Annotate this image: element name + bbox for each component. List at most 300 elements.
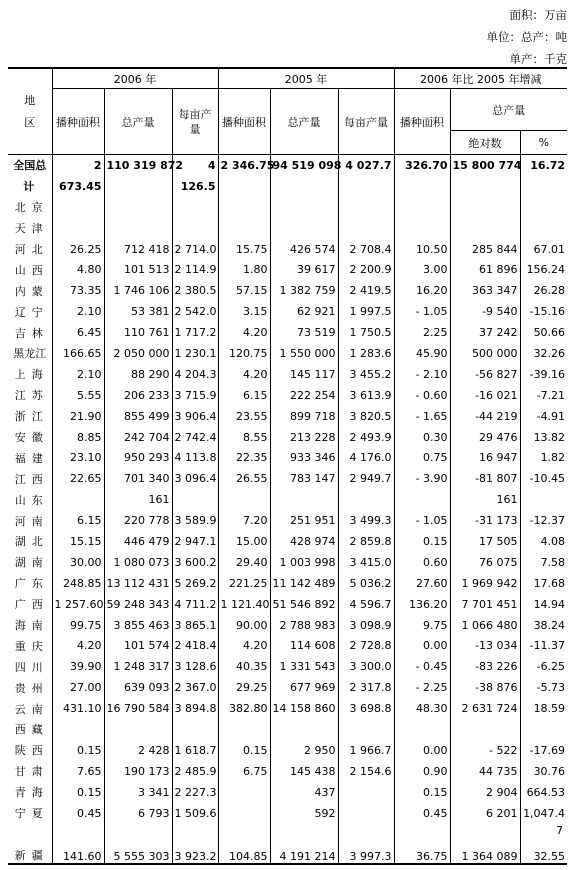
cell-area-2005: 26.55 (218, 468, 270, 489)
cell-pct-change: -11.37 (529, 639, 566, 653)
cell-area-change: - 2.25 (394, 677, 450, 698)
cell-area-2005: 4.20 (218, 322, 270, 343)
cell-area-2006: 23.10 (52, 447, 104, 468)
cell-output-2005: 94 519 098 (270, 155, 338, 176)
table-row (8, 698, 567, 719)
cell-yield-2006: 2 947.1 (172, 531, 218, 552)
cell-area-change: 0.75 (394, 447, 450, 468)
cell-yield-2006: 2 714.0 (172, 239, 218, 260)
cell-output-2005: 933 346 (270, 447, 338, 468)
row-name: 河北 (8, 239, 52, 260)
cell-abs-change (450, 218, 520, 239)
cell-area-2005: 1 121.40 (218, 594, 270, 615)
table-row (8, 468, 567, 489)
cell-output-2006: 242 704 (104, 427, 172, 448)
cell-pct-change (520, 218, 567, 239)
cell-area-2005: 29.25 (218, 677, 270, 698)
cell-area-2006: 21.90 (52, 406, 104, 427)
total-output-2005-header: 总产量 (270, 89, 338, 155)
cell-output-2005: 899 718 (270, 406, 338, 427)
cell-output-2006: 1 746 106 (104, 280, 172, 301)
cell-yield-2006 (172, 197, 218, 218)
yield-2006-header: 每亩产 量 (172, 89, 218, 155)
sown-area-2006-header: 播种面积 (52, 89, 104, 155)
cell-abs-change: -81 807 (450, 468, 520, 489)
cell-area-change: 0.45 (394, 803, 450, 824)
row-name: 湖北 (8, 531, 52, 552)
cell-yield-2006: 2 114.9 (172, 259, 218, 280)
cell-output-2005: 213 228 (270, 427, 338, 448)
cell-yield-2005: 3 698.8 (338, 698, 394, 719)
cell-area-2006: 39.90 (52, 656, 104, 677)
cell-yield-2005: 2 728.8 (338, 635, 394, 656)
cell-output-2006 (104, 719, 172, 740)
table-row (8, 656, 567, 677)
cell-output-2006: 88 290 (104, 364, 172, 385)
cell-area-change: 2.25 (394, 322, 450, 343)
cell-yield-2006: 3 096.4 (172, 468, 218, 489)
cell-yield-2005: 3 499.3 (338, 510, 394, 531)
cell-abs-change: 16 947 (450, 447, 520, 468)
row-name: 新疆 (8, 824, 52, 864)
cell-area-2006: 166.65 (52, 343, 104, 364)
cell-pct-change: 16.72 (530, 158, 566, 172)
cell-output-2006: 3 855 463 (104, 615, 172, 636)
cell-abs-change: 37 242 (450, 322, 520, 343)
cell-yield-2006: 4 113.8 (172, 447, 218, 468)
cell-area-change: 9.75 (394, 615, 450, 636)
cell-pct-change: 38.24 (533, 618, 566, 632)
cell-yield-2005 (338, 803, 394, 824)
cell-output-2005: 437 (270, 782, 338, 803)
cell-abs-change: 285 844 (450, 239, 520, 260)
cell-yield-2005: 2 200.9 (338, 259, 394, 280)
cell-yield-2005: 3 613.9 (338, 385, 394, 406)
cell-area-2006: 99.75 (52, 615, 104, 636)
cell-area-2005 (218, 218, 270, 239)
cell-output-2006: 639 093 (104, 677, 172, 698)
cell-area-change (394, 197, 450, 218)
cell-pct-change: 50.66 (533, 326, 566, 340)
cell-area-2006: 0.15 (52, 740, 104, 761)
cell-yield-2006: 3 865.1 (172, 615, 218, 636)
total-row (8, 155, 567, 176)
cell-yield-2006 (172, 218, 218, 239)
cell-area-2005: 0.15 (218, 740, 270, 761)
cell-output-2006: 101 574 (104, 635, 172, 656)
cell-pct-change: -39.16 (529, 367, 566, 381)
row-name: 黑龙江 (8, 343, 52, 364)
cell-area-2006: 2.10 (52, 364, 104, 385)
cell-output-2005: 677 969 (270, 677, 338, 698)
cell-area-2006: 27.00 (52, 677, 104, 698)
row-name: 广东 (8, 573, 52, 594)
cell-output-2005: 1 382 759 (270, 280, 338, 301)
region-header: 地 区 (8, 68, 52, 155)
table-row (8, 239, 567, 260)
cell-output-2006: 13 112 431 (104, 573, 172, 594)
cell-pct-change: 156.24 (526, 263, 566, 277)
table-row (8, 719, 567, 740)
cell-yield-2005 (338, 218, 394, 239)
cell-area-change: 48.30 (394, 698, 450, 719)
cell-area-change: - 0.45 (394, 656, 450, 677)
cell-pct-change: -6.25 (536, 660, 566, 674)
cell-area-2005: 7.20 (218, 510, 270, 531)
row-name: 重庆 (8, 635, 52, 656)
cell-yield-2006: 2 227.3 (172, 782, 218, 803)
cell-yield-2006: 3 906.4 (172, 406, 218, 427)
cell-yield-2005: 1 283.6 (338, 343, 394, 364)
cell-abs-change (450, 197, 520, 218)
table-row (8, 259, 567, 280)
cell-pct-change: 4.08 (540, 534, 566, 548)
cell-abs-change: - 522 (450, 740, 520, 761)
cell-pct-change (520, 719, 567, 740)
cell-pct-change: -15.16 (529, 305, 566, 319)
cell-yield-2006: 4 (172, 155, 218, 176)
cell-output-2006: 701 340 (104, 468, 172, 489)
row-name: 海南 (8, 615, 52, 636)
cell-pct-change (520, 197, 567, 218)
cell-yield-2005: 3 820.5 (338, 406, 394, 427)
cell-area-change: 10.50 (394, 239, 450, 260)
cell-pct-change: -5.73 (536, 681, 566, 695)
row-name: 上海 (8, 364, 52, 385)
yield-2005-header: 每亩产量 (338, 89, 394, 155)
cell-yield-2005 (338, 489, 394, 510)
cell-output-2005: 428 974 (270, 531, 338, 552)
yield-unit-label: 单产：千克 (509, 52, 567, 66)
cell-abs-change: 76 075 (450, 552, 520, 573)
cell-area-2005: 6.15 (218, 385, 270, 406)
cell-area-2005: 29.40 (218, 552, 270, 573)
cell-yield-2005: 1 750.5 (338, 322, 394, 343)
cell-abs-change: 363 347 (450, 280, 520, 301)
table-row (8, 594, 567, 615)
cell-abs-change: -56 827 (450, 364, 520, 385)
cell-pct-change: 7.58 (540, 555, 566, 569)
cell-area-change: 0.60 (394, 552, 450, 573)
cell-yield-2006: 3 128.6 (172, 656, 218, 677)
cell-area-2005 (218, 489, 270, 510)
cell-area-2005: 120.75 (218, 343, 270, 364)
cell-area-change: - 0.60 (394, 385, 450, 406)
table-row (8, 364, 567, 385)
cell-yield-2006: 1 509.6 (172, 803, 218, 824)
cell-output-2005 (270, 719, 338, 740)
cell-abs-change: 6 201 (450, 803, 520, 824)
cell-abs-change: 2 904 (450, 782, 520, 803)
cell-output-2006: 101 513 (104, 259, 172, 280)
cell-output-2006: 1 248 317 (104, 656, 172, 677)
cell-output-2006: 712 418 (104, 239, 172, 260)
row-name: 甘肃 (8, 761, 52, 782)
cell-area-change: 0.15 (394, 531, 450, 552)
cell-abs-change: -9 540 (450, 301, 520, 322)
cell-output-2005: 426 574 (270, 239, 338, 260)
cell-output-2005: 145 117 (270, 364, 338, 385)
cell-area-2005: 4.20 (218, 635, 270, 656)
cell-area-2006: 431.10 (52, 698, 104, 719)
area-unit-label: 面积：万亩 (509, 8, 567, 22)
cell-abs-change: 1 969 942 (450, 573, 520, 594)
cell-yield-2006: 4 204.3 (172, 364, 218, 385)
cell-abs-change: 500 000 (450, 343, 520, 364)
cell-yield-2006: 2 542.0 (172, 301, 218, 322)
cell-area-2006: 248.85 (52, 573, 104, 594)
cell-abs-change: 1 066 480 (450, 615, 520, 636)
cell-area-2006: 8.85 (52, 427, 104, 448)
cell-pct-change: -10.45 (529, 472, 566, 486)
cell-yield-2005: 1 966.7 (338, 740, 394, 761)
cell-abs-change: 2 631 724 (450, 698, 520, 719)
cell-output-2005: 783 147 (270, 468, 338, 489)
cell-output-2005 (270, 197, 338, 218)
table-row (8, 301, 567, 322)
cell-pct-change: 32.55 (520, 824, 567, 864)
table-row (8, 427, 567, 448)
cell-abs-change: -16 021 (450, 385, 520, 406)
cell-output-2005: 592 (270, 803, 338, 824)
pct-value: 1,047.4 (523, 806, 566, 820)
row-name: 浙江 (8, 406, 52, 427)
sown-area-2005-header: 播种面积 (218, 89, 270, 155)
cell-output-2005 (270, 489, 338, 510)
cell-pct-change: -7.21 (536, 388, 566, 402)
table-row (8, 197, 567, 218)
cell-yield-2006: 126.5 (172, 176, 218, 197)
cell-output-2006: 855 499 (104, 406, 172, 427)
cell-area-2006: 0.15 (52, 782, 104, 803)
cell-output-2006: 446 479 (104, 531, 172, 552)
cell-abs-change: -83 226 (450, 656, 520, 677)
cell-yield-2006: 1 618.7 (172, 740, 218, 761)
cell-yield-2005: 3 415.0 (338, 552, 394, 573)
row-name: 山东 (8, 489, 52, 510)
table-row (8, 280, 567, 301)
cell-pct-change: 30.76 (533, 764, 566, 778)
row-name: 广西 (8, 594, 52, 615)
row-name: 北京 (8, 197, 52, 218)
cell-yield-2005 (338, 782, 394, 803)
table-row (8, 218, 567, 239)
cell-yield-2006: 4 711.2 (172, 594, 218, 615)
table-row (8, 573, 567, 594)
row-name: 计 (8, 176, 52, 197)
cell-yield-2005: 4 176.0 (338, 447, 394, 468)
table-row (8, 322, 567, 343)
table-row (8, 406, 567, 427)
cell-output-2005: 51 546 892 (270, 594, 338, 615)
cell-area-2005 (218, 803, 270, 824)
row-name: 云南 (8, 698, 52, 719)
cell-yield-2005: 2 859.8 (338, 531, 394, 552)
cell-area-2006: 141.60 (52, 824, 104, 864)
year-2006-header: 2006 年 (52, 68, 218, 89)
cell-area-2005: 23.55 (218, 406, 270, 427)
cell-area-2005 (218, 197, 270, 218)
cell-area-2005 (218, 782, 270, 803)
cell-output-2005: 11 142 489 (270, 573, 338, 594)
cell-yield-2006: 3 589.9 (172, 510, 218, 531)
row-name: 河南 (8, 510, 52, 531)
cell-output-2006: 2 428 (104, 740, 172, 761)
cell-area-2005: 15.75 (218, 239, 270, 260)
pct-wrapped-digit: 7 (556, 823, 564, 837)
row-name: 西藏 (8, 719, 52, 740)
row-name: 四川 (8, 656, 52, 677)
cell-area-change (394, 719, 450, 740)
cell-area-change: 16.20 (394, 280, 450, 301)
cell-yield-2006: 2 742.4 (172, 427, 218, 448)
cell-output-2006: 2 050 000 (104, 343, 172, 364)
cell-area-2005: 90.00 (218, 615, 270, 636)
row-name: 宁夏 (8, 803, 52, 824)
row-name: 吉林 (8, 322, 52, 343)
cell-area-2006 (52, 489, 104, 510)
row-name: 江西 (8, 468, 52, 489)
cell-area-2006: 4.20 (52, 635, 104, 656)
cell-output-2005: 2 950 (270, 740, 338, 761)
cell-area-change: 0.15 (394, 782, 450, 803)
table-row (8, 447, 567, 468)
cell-pct-change: 32.26 (533, 346, 566, 360)
cell-area-2005: 2 346.75 (218, 155, 270, 176)
cell-pct-change: 1.82 (540, 451, 566, 465)
cell-yield-2006: 2 367.0 (172, 677, 218, 698)
cell-yield-2005: 3 997.3 (338, 824, 394, 864)
cell-area-change (394, 218, 450, 239)
cell-pct-change (520, 803, 567, 837)
cell-abs-change: 1 364 089 (450, 824, 520, 864)
table-row (8, 489, 567, 510)
cell-yield-2006 (172, 719, 218, 740)
cell-output-2006: 220 778 (104, 510, 172, 531)
row-name: 福建 (8, 447, 52, 468)
cell-output-2005: 2 788 983 (270, 615, 338, 636)
cell-pct-change: 14.94 (533, 597, 566, 611)
cell-yield-2005 (338, 719, 394, 740)
table-row (8, 740, 567, 761)
cell-yield-2005: 2 419.5 (338, 280, 394, 301)
cell-pct-change: 18.59 (533, 702, 566, 716)
table-row (8, 343, 567, 364)
cell-yield-2006: 3 894.8 (172, 698, 218, 719)
row-name: 陕西 (8, 740, 52, 761)
output-unit-label: 单位：总产：吨 (486, 30, 567, 44)
cell-area-change: 0.00 (394, 635, 450, 656)
cell-area-2005: 221.25 (218, 573, 270, 594)
cell-yield-2005: 4 596.7 (338, 594, 394, 615)
table-row (8, 531, 567, 552)
cell-yield-2006: 1 717.2 (172, 322, 218, 343)
cell-area-2006: 1 257.60 (52, 594, 104, 615)
cell-area-2005: 3.15 (218, 301, 270, 322)
cell-area-change: 0.00 (394, 740, 450, 761)
cell-output-2005: 39 617 (270, 259, 338, 280)
total-output-2006-header: 总产量 (104, 89, 172, 155)
cell-output-2006: 110 761 (104, 322, 172, 343)
cell-area-2005: 382.80 (218, 698, 270, 719)
row-name: 内蒙 (8, 280, 52, 301)
cell-area-2005: 104.85 (218, 824, 270, 864)
cell-area-2006: 5.55 (52, 385, 104, 406)
row-name: 山西 (8, 259, 52, 280)
cell-output-2006 (104, 197, 172, 218)
cell-yield-2006: 3 923.2 (172, 824, 218, 864)
cell-output-2006: 110 319 872 (104, 155, 172, 176)
total-row-cont (8, 176, 567, 197)
cell-area-2006: 2.10 (52, 301, 104, 322)
total-output-change-header: 总产量 (450, 89, 567, 131)
cell-area-2005: 8.55 (218, 427, 270, 448)
cell-area-2006: 6.45 (52, 322, 104, 343)
table-row (8, 510, 567, 531)
cell-area-2006: 4.80 (52, 259, 104, 280)
units-note (487, 4, 568, 70)
cell-output-2005: 4 191 214 (270, 824, 338, 864)
cell-area-2006 (52, 719, 104, 740)
cell-yield-2005 (338, 197, 394, 218)
cell-yield-2005: 2 949.7 (338, 468, 394, 489)
cell-output-2005 (270, 218, 338, 239)
cell-output-2005: 145 438 (270, 761, 338, 782)
percent-header: % (520, 131, 567, 155)
cell-pct-change: 664.53 (526, 785, 566, 799)
cell-pct-change: 26.28 (533, 284, 566, 298)
cell-abs-change: -44 219 (450, 406, 520, 427)
table-row (8, 803, 567, 824)
table-row (8, 761, 567, 782)
cell-yield-2005: 2 493.9 (338, 427, 394, 448)
cell-output-2006: 3 341 (104, 782, 172, 803)
cell-area-2005: 1.80 (218, 259, 270, 280)
cell-area-change: 136.20 (394, 594, 450, 615)
cell-yield-2005: 2 154.6 (338, 761, 394, 782)
cell-output-2005: 222 254 (270, 385, 338, 406)
cell-yield-2005: 2 317.8 (338, 677, 394, 698)
cell-output-2006: 950 293 (104, 447, 172, 468)
cell-area-change: - 1.05 (394, 510, 450, 531)
cell-abs-change: 61 896 (450, 259, 520, 280)
cell-pct-change (520, 489, 567, 510)
cell-output-2006: 190 173 (104, 761, 172, 782)
cell-output-2005: 1 003 998 (270, 552, 338, 573)
cell-area-change (394, 489, 450, 510)
cell-area-change: - 3.90 (394, 468, 450, 489)
cell-area-2006 (52, 197, 104, 218)
cell-yield-2006: 5 269.2 (172, 573, 218, 594)
cell-area-change: - 1.05 (394, 301, 450, 322)
cell-output-2005: 14 158 860 (270, 698, 338, 719)
cell-area-2005: 4.20 (218, 364, 270, 385)
cell-output-2006: 206 233 (104, 385, 172, 406)
cell-area-2006: 30.00 (52, 552, 104, 573)
cell-yield-2005: 3 098.9 (338, 615, 394, 636)
cell-area-change: 326.70 (394, 155, 450, 176)
cell-pct-change: -17.69 (529, 743, 566, 757)
sown-area-change-header: 播种面积 (394, 89, 450, 155)
cell-yield-2005: 1 997.5 (338, 301, 394, 322)
row-name: 贵州 (8, 677, 52, 698)
absolute-header: 绝对数 (450, 131, 520, 155)
table-row (8, 635, 567, 656)
cell-area-2006: 22.65 (52, 468, 104, 489)
cell-output-2006: 161 (104, 489, 172, 510)
cell-output-2005: 62 921 (270, 301, 338, 322)
cell-area-2005: 57.15 (218, 280, 270, 301)
